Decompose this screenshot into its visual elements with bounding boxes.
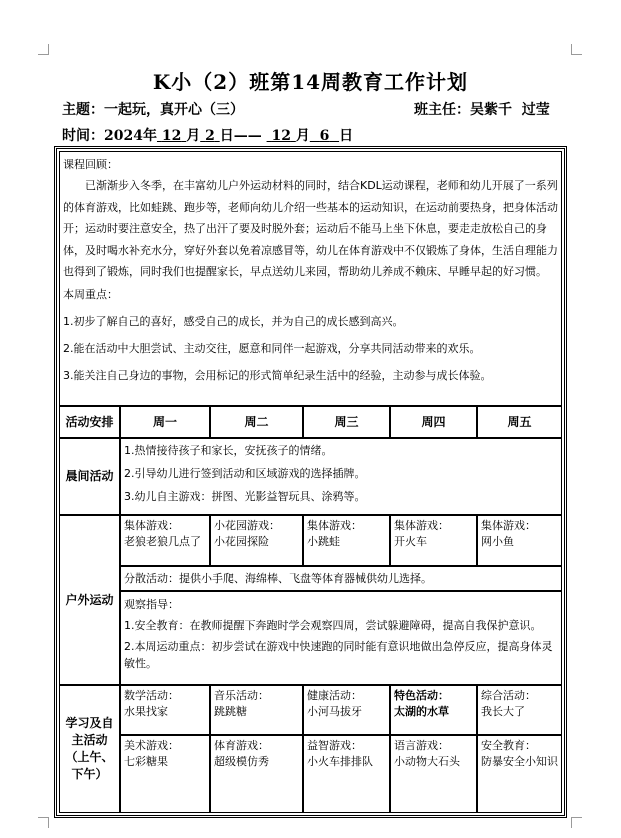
crop-mark — [571, 817, 582, 828]
observe-title: 观察指导： — [124, 598, 179, 611]
activity-type: 安全教育： — [481, 739, 536, 752]
focus-item: 2.能在活动中大胆尝试、主动交往，愿意和同伴一起游戏，分享共同活动带来的欢乐。 — [63, 341, 481, 355]
outdoor-label: 户外运动 — [59, 515, 120, 685]
activity-name: 太湖的水草 — [394, 705, 449, 718]
morning-item: 2.引导幼儿进行签到活动和区域游戏的选择插牌。 — [124, 467, 366, 480]
outdoor-game — [210, 515, 303, 566]
game-name: 老狼老狼几点了 — [124, 535, 201, 548]
study-activity — [477, 735, 562, 813]
study-activity — [120, 685, 210, 735]
teacher-names: 吴紫千 过莹 — [470, 102, 550, 118]
crop-mark — [38, 817, 49, 828]
topic-value: 一起玩，真开心（三） — [104, 102, 244, 118]
study-activity — [303, 685, 390, 735]
course-review — [59, 151, 562, 406]
study-activity — [390, 735, 477, 813]
header-day: 周三 — [303, 406, 390, 438]
activity-type: 语言游戏： — [394, 739, 449, 752]
topic-label: 主题： — [62, 102, 104, 118]
day-unit: 日 — [339, 128, 354, 144]
study-activity — [477, 685, 562, 735]
activity-type: 综合活动： — [481, 689, 536, 702]
activity-name: 我长大了 — [481, 705, 525, 718]
activity-name: 小动物大石头 — [394, 755, 460, 768]
game-type: 集体游戏： — [394, 519, 449, 532]
activity-type: 音乐活动： — [214, 689, 269, 702]
study-activity — [210, 685, 303, 735]
review-body: 已渐渐步入冬季，在丰富幼儿户外运动材料的同时，结合KDL运动课程，老师和幼儿开展了一系列的体育游戏，比如蛙跳、跑步等，老师向幼儿介绍一些基本的运动知识，在运动前要热身，把身体活动开；运动时要注意安全，热了出汗了要及时脱外套；运动后不能马上坐下休息，要走走放松自己的身体，及时喝水补充水分，穿好外套以免着凉感冒等，幼儿在体育游戏中不仅锻炼了身体，生活自理能力也得到了锻炼，同时我们也提醒家长，早点送幼儿来园，帮助幼儿养成不赖床、早睡早起的好习惯。 — [63, 179, 558, 278]
game-name: 网小鱼 — [481, 535, 514, 548]
study-activity — [303, 735, 390, 813]
time-label: 时间： — [62, 128, 104, 144]
study-activity — [120, 735, 210, 813]
header-day: 周四 — [390, 406, 477, 438]
time-start-month: 12 — [161, 128, 182, 144]
activity-name: 小火车排排队 — [307, 755, 373, 768]
activity-type: 体育游戏： — [214, 739, 269, 752]
outdoor-game — [120, 515, 210, 566]
morning-item: 1.热情接待孩子和家长，安抚孩子的情绪。 — [124, 444, 333, 457]
study-activity-featured — [390, 685, 477, 735]
activity-type: 数学活动： — [124, 689, 179, 702]
focus-item: 3.能关注自己身边的事物，会用标记的形式简单纪录生活中的经验，主动参与成长体验。 — [63, 368, 492, 382]
review-title: 课程回顾： — [63, 158, 118, 171]
game-type: 小花园游戏： — [214, 519, 280, 532]
game-name: 小花园探险 — [214, 535, 269, 548]
header-day: 周五 — [477, 406, 562, 438]
observe-item: 2.本周运动重点：初步尝试在游戏中快速跑的同时能有意识地做出急停反应，提高身体灵敏性。 — [124, 640, 553, 670]
month-unit: 月 — [295, 128, 310, 144]
outdoor-game — [303, 515, 390, 566]
time-separator: 日—— — [219, 128, 267, 144]
page-title: K小（2）班第14周教育工作计划 — [152, 70, 469, 94]
morning-item: 3.幼儿自主游戏：拼图、光影益智玩具、涂鸦等。 — [124, 490, 366, 503]
scatter-activity: 分散活动：提供小手爬、海绵棒、飞盘等体育器械供幼儿选择。 — [120, 566, 562, 591]
activity-name: 防暴安全小知识 — [481, 755, 558, 768]
activity-name: 跳跳糖 — [214, 705, 247, 718]
activity-type: 美术游戏： — [124, 739, 179, 752]
topic-line — [62, 99, 244, 119]
observe-item: 1.安全教育：在教师提醒下奔跑时学会观察四周，尝试躲避障碍，提高自我保护意识。 — [124, 619, 542, 632]
teacher-line — [414, 99, 550, 119]
activity-name: 水果找家 — [124, 705, 168, 718]
crop-mark — [38, 44, 49, 55]
game-name: 小跳蛙 — [307, 535, 340, 548]
game-name: 开火车 — [394, 535, 427, 548]
game-type: 集体游戏： — [481, 519, 536, 532]
focus-item: 1.初步了解自己的喜好，感受自己的成长，并为自己的成长感到高兴。 — [63, 314, 404, 328]
header-day: 周二 — [210, 406, 303, 438]
time-end-day: 6 — [319, 128, 330, 144]
header-day: 周一 — [120, 406, 210, 438]
time-year: 2024年 — [104, 128, 157, 144]
crop-mark — [571, 44, 582, 55]
activity-name: 七彩糖果 — [124, 755, 168, 768]
morning-label: 晨间活动 — [59, 438, 120, 515]
time-start-day: 2 — [205, 128, 215, 144]
outdoor-game — [477, 515, 562, 566]
observation-guide — [120, 591, 562, 685]
outdoor-game — [390, 515, 477, 566]
month-unit: 月 — [186, 128, 201, 144]
activity-type: 特色活动： — [394, 689, 449, 702]
activity-type: 益智游戏： — [307, 739, 362, 752]
activity-type: 健康活动： — [307, 689, 362, 702]
activity-name: 超级模仿秀 — [214, 755, 269, 768]
time-line — [62, 125, 353, 145]
time-end-month: 12 — [271, 128, 291, 144]
game-type: 集体游戏： — [307, 519, 362, 532]
focus-title: 本周重点： — [63, 287, 118, 301]
teacher-label: 班主任： — [414, 102, 470, 118]
activity-name: 小河马拔牙 — [307, 705, 362, 718]
study-label: 学习及自主活动（上午、下午） — [59, 685, 120, 813]
game-type: 集体游戏： — [124, 519, 179, 532]
study-activity — [210, 735, 303, 813]
morning-content — [120, 438, 562, 515]
header-activity: 活动安排 — [59, 406, 120, 438]
